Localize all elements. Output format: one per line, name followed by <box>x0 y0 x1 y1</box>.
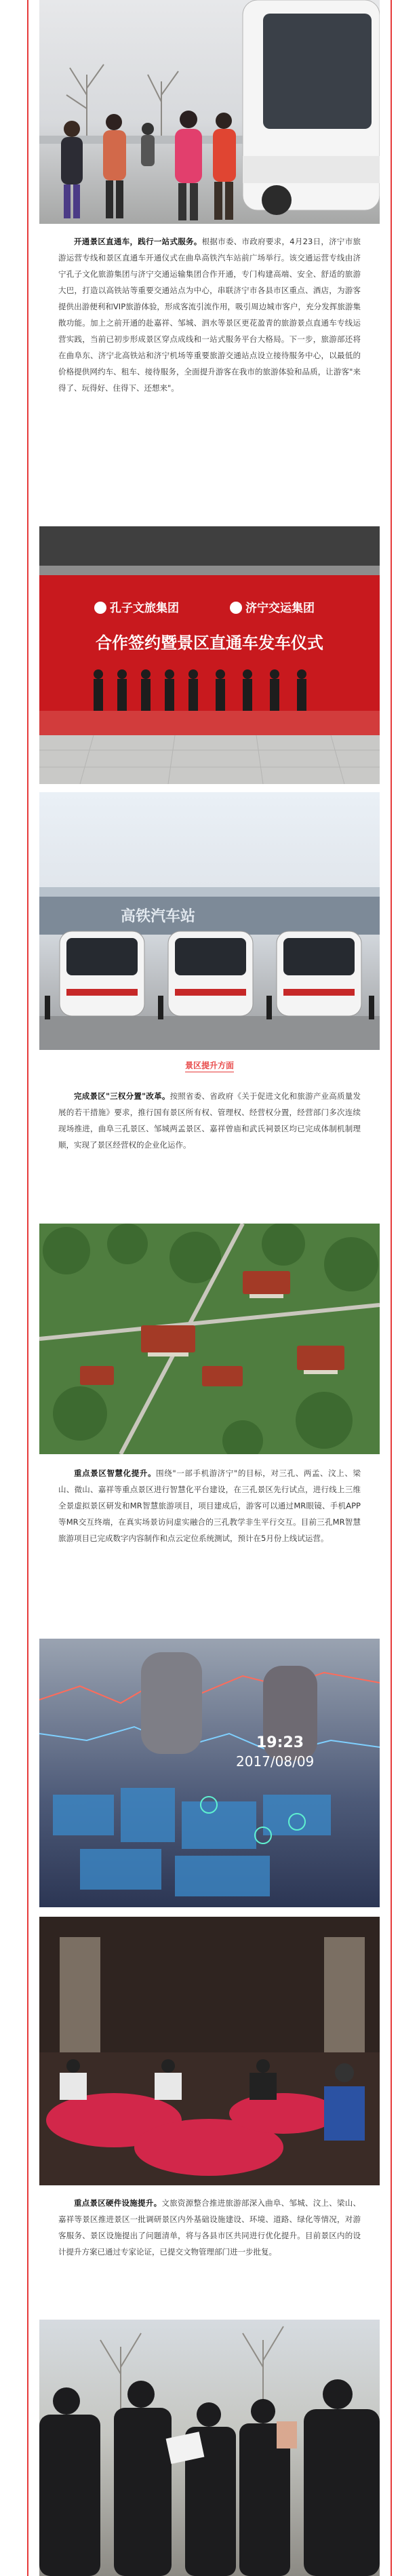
ceremony-illustration <box>39 526 380 784</box>
ceremony-banner-title: 合作签约暨景区直通车发车仪式 <box>96 633 323 652</box>
photo-mr-dashboard <box>39 1639 380 1907</box>
tourists-bus-illustration <box>39 0 380 224</box>
logo-right-icon <box>230 602 242 614</box>
section-reform-paragraph <box>58 1088 361 1153</box>
station-sign: 高铁汽车站 <box>121 908 196 925</box>
logo-left-icon <box>94 602 106 614</box>
section-facility-lead: 重点景区硬件设施提升。 <box>74 2198 162 2208</box>
section-smart-paragraph <box>58 1465 361 1546</box>
section-reform-lead: 完成景区"三权分置"改革。 <box>74 1091 170 1101</box>
photo-site-inspection <box>39 2320 380 2576</box>
section-title-text: 景区提升方面 <box>185 1061 234 1072</box>
section-bus-service-lead: 开通景区直通车，践行一站式服务。 <box>74 237 202 246</box>
mr-room-illustration <box>39 1917 380 2185</box>
photo-aerial-scenic-area <box>39 1224 380 1454</box>
station-buses-illustration <box>39 792 380 1050</box>
mr-dashboard-illustration <box>39 1639 380 1907</box>
mr-time-readout: 19:23 <box>256 1734 304 1751</box>
mr-date-readout: 2017/08/09 <box>236 1753 315 1770</box>
site-inspection-illustration <box>39 2320 380 2576</box>
section-smart-body: 围绕"一部手机游济宁"的目标，对三孔、两孟、汶上、梁山、微山、嘉祥等重点景区进行智慧化平台建设，在三孔景区先行试点，进行线上三维全景虚拟景区研发和MR智慧旅游项目，项目建成后，游客可以通过MR眼镜、手机APP等MR交互终端，在真实场景访问虚实融合的三孔教学非生平行交互。目前三孔MR智慧旅游项目已完成数字内容制作和点云定位系统测试，预计在5月份上线试运营。 <box>58 1468 361 1543</box>
section-title-scenic-improvement <box>0 1059 419 1071</box>
section-bus-service-body: 根据市委、市政府要求，4月23日，济宁市旅游运营专线和景区直通车开通仪式在曲阜高铁汽车站前广场举行。该交通运营专线由济宁孔子文化旅游集团与济宁交通运输集团合作开通，专门构建高端、安全、舒适的旅游大巴，打造以高铁站等重要交通站点为中心，串联济宁市各县市区重点、酒店，为游客提供出游便利和VIP旅游体验，形成客流引流作用，吸引周边城市客户，充分发挥旅游集散功能。加上之前开通的赴嘉祥、邹城、泗水等景区更花盈青的旅游景点直通车专线运营实践，当前已初步形成景区穿点成线和一站式服务平台大格局。下一步，旅游部还将在曲阜东、济宁北高铁站和济宁机场等重要旅游交通站点设立接待服务中心，以最低的价格提供网约车、租车、接待服务，全面提升游客在我市的旅游体验和品质，让游客"来得了、玩得好、住得下、还想来"。 <box>58 237 361 393</box>
section-bus-service-paragraph <box>58 233 361 396</box>
section-facility-paragraph <box>58 2195 361 2260</box>
photo-tourists-bus <box>39 0 380 224</box>
photo-signing-ceremony <box>39 526 380 784</box>
logo-left-text: 孔子文旅集团 <box>110 602 179 615</box>
aerial-village-illustration <box>39 1224 380 1454</box>
photo-mr-experience-room <box>39 1917 380 2185</box>
logo-right-text: 济宁交运集团 <box>245 602 315 615</box>
section-smart-lead: 重点景区智慧化提升。 <box>74 1468 157 1478</box>
photo-station-buses <box>39 792 380 1050</box>
section-facility-body: 文旅资源整合推进旅游部深入曲阜、邹城、汶上、梁山、嘉祥等景区推进景区一批调研景区内外基础设施建设、环境、道路、绿化等情况，对游客服务、景区设施提出了问题清单，将与各县市区共同进行优化提升。目前景区内的设计提升方案已通过专家论证，已提交文物管理部门进一步批复。 <box>58 2198 361 2257</box>
section-reform-body: 按照省委、省政府《关于促进文化和旅游产业高质量发展的若干措施》要求，推行国有景区所有权、管理权、经营权分置，经营部门多次连续现场推进，曲阜三孔景区、邹城两孟景区、嘉祥曾庙和武氏祠景区均已完成体制机制理顺，实现了景区经营权的企业化运作。 <box>58 1091 361 1150</box>
